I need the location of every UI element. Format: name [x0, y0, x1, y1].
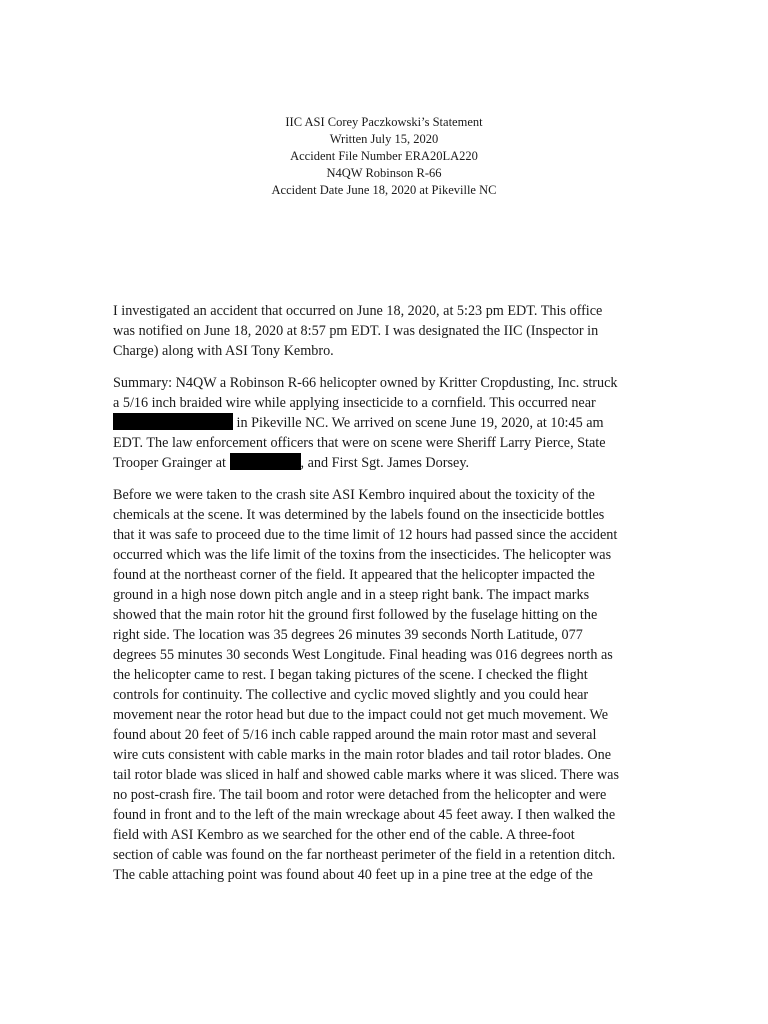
text-line: chemicals at the scene. It was determined by the labels found on the insecticide bottles — [113, 507, 605, 523]
text-line: found in front and to the left of the main wreckage about 45 feet away. I then walked the — [113, 807, 616, 823]
redaction-bar — [230, 453, 301, 470]
text-line: I investigated an accident that occurred on June 18, 2020, at 5:23 pm EDT. This office — [113, 303, 603, 319]
statement-body — [113, 301, 658, 897]
text-line: Charge) along with ASI Tony Kembro. — [113, 343, 334, 359]
text-line: Before we were taken to the crash site ASI Kembro inquired about the toxicity of the — [113, 487, 595, 503]
text-line: showed that the main rotor hit the ground first followed by the fuselage hitting on the — [113, 607, 598, 623]
header-aircraft: N4QW Robinson R-66 — [326, 166, 442, 180]
text-line: controls for continuity. The collective and cyclic moved slightly and you could hear — [113, 687, 589, 703]
paragraph-summary — [113, 373, 658, 473]
text-line: the helicopter came to rest. I began taking pictures of the scene. I checked the flight — [113, 667, 588, 683]
text-fragment: , and First Sgt. James Dorsey. — [300, 455, 470, 471]
header-title: IIC ASI Corey Paczkowski’s Statement — [285, 115, 483, 129]
text-line: found about 20 feet of 5/16 inch cable rapped around the main rotor mast and several — [113, 727, 597, 743]
text-fragment: in Pikeville NC. We arrived on scene June 19, 2020, at 10:45 am — [233, 415, 604, 431]
paragraph-investigation — [113, 485, 658, 885]
text-line: movement near the rotor head but due to the impact could not get much movement. We — [113, 707, 609, 723]
text-line: right side. The location was 35 degrees 26 minutes 39 seconds North Latitude, 077 — [113, 627, 583, 643]
text-line: that it was safe to proceed due to the time limit of 12 hours had passed since the accident — [113, 527, 618, 543]
paragraph-intro — [113, 301, 658, 361]
text-line — [113, 413, 658, 433]
text-line: a 5/16 inch braided wire while applying insecticide to a cornfield. This occurred near — [113, 395, 596, 411]
text-line: field with ASI Kembro as we searched for the other end of the cable. A three-foot — [113, 827, 575, 843]
text-line: occurred which was the life limit of the toxins from the insecticides. The helicopter was — [113, 547, 612, 563]
text-line: EDT. The law enforcement officers that were on scene were Sheriff Larry Pierce, State — [113, 435, 606, 451]
text-line: The cable attaching point was found about 40 feet up in a pine tree at the edge of the — [113, 867, 593, 883]
text-line: Summary: N4QW a Robinson R-66 helicopter owned by Kritter Cropdusting, Inc. struck — [113, 375, 618, 391]
text-line: degrees 55 minutes 30 seconds West Longitude. Final heading was 016 degrees north as — [113, 647, 613, 663]
text-line: ground in a high nose down pitch angle and in a steep right bank. The impact marks — [113, 587, 590, 603]
text-line — [113, 453, 658, 473]
header-accident-date: Accident Date June 18, 2020 at Pikeville NC — [271, 183, 497, 197]
text-line: tail rotor blade was sliced in half and showed cable marks where it was sliced. There was — [113, 767, 619, 783]
redaction-bar — [113, 413, 233, 430]
text-line: section of cable was found on the far northeast perimeter of the field in a retention ditch. — [113, 847, 616, 863]
text-fragment: Trooper Grainger at — [113, 455, 230, 471]
header-file-number: Accident File Number ERA20LA220 — [290, 149, 478, 163]
text-line: wire cuts consistent with cable marks in the main rotor blades and tail rotor blades. One — [113, 747, 612, 763]
text-line: found at the northeast corner of the field. It appeared that the helicopter impacted the — [113, 567, 595, 583]
text-line: was notified on June 18, 2020 at 8:57 pm EDT. I was designated the IIC (Inspector in — [113, 323, 599, 339]
statement-header — [0, 114, 768, 199]
text-line: no post-crash fire. The tail boom and rotor were detached from the helicopter and were — [113, 787, 607, 803]
header-written-date: Written July 15, 2020 — [329, 132, 439, 146]
